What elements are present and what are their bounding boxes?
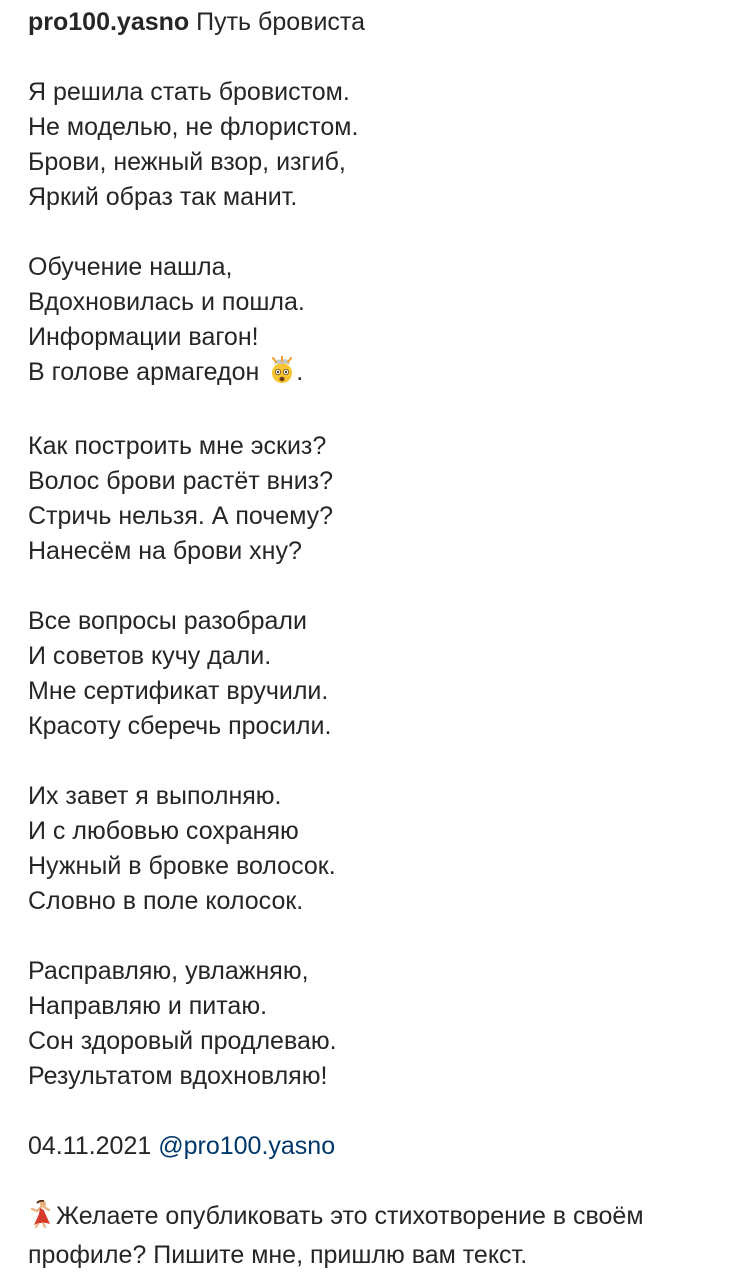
- username-link[interactable]: pro100.yasno: [28, 8, 190, 36]
- poem-line: И с любовью сохраняю: [28, 817, 299, 845]
- mention-link[interactable]: @pro100.yasno: [158, 1132, 336, 1160]
- post-caption: [28, 5, 728, 1273]
- post-meta: [28, 1129, 728, 1164]
- poem-line: Результатом вдохновляю!: [28, 1062, 328, 1090]
- post-date: 04.11.2021: [28, 1132, 152, 1160]
- poem-line: Мне сертификат вручили.: [28, 677, 329, 705]
- cta-text: Желаете опубликовать это стихотворение в своём профиле? Пишите мне, пришлю вам текст.: [28, 1202, 644, 1269]
- stanza-2: [28, 250, 728, 394]
- poem-line: Вдохновилась и пошла.: [28, 288, 305, 316]
- poem-line: Все вопросы разобрали: [28, 607, 307, 635]
- poem-line: Обучение нашла,: [28, 253, 233, 281]
- poem-line: И советов кучу дали.: [28, 642, 272, 670]
- poem-line: Сон здоровый продлеваю.: [28, 1027, 337, 1055]
- poem-line: Волос брови растёт вниз?: [28, 467, 334, 495]
- poem-line: Нужный в бровке волосок.: [28, 852, 336, 880]
- stanza-4: [28, 604, 728, 744]
- poem-line: Расправляю, увлажняю,: [28, 957, 309, 985]
- stanza-1: [28, 75, 728, 215]
- dancer-emoji-icon: [28, 1200, 54, 1238]
- poem-line-suffix: .: [296, 358, 304, 386]
- poem-line: Нанесём на брови хну?: [28, 537, 302, 565]
- poem-line: Брови, нежный взор, изгиб,: [28, 148, 346, 176]
- caption-header: [28, 5, 728, 40]
- poem-line: Словно в поле колосок.: [28, 887, 304, 915]
- call-to-action: [28, 1199, 708, 1273]
- poem-line: Я решила стать бровистом.: [28, 78, 350, 106]
- stanza-3: [28, 429, 728, 569]
- stanza-6: [28, 954, 728, 1094]
- poem-line: Стричь нельзя. А почему?: [28, 502, 334, 530]
- poem-line: Как построить мне эскиз?: [28, 432, 327, 460]
- poem-line: Направляю и питаю.: [28, 992, 268, 1020]
- stanza-5: [28, 779, 728, 919]
- poem-line: Красоту сберечь просили.: [28, 712, 332, 740]
- exploding-head-emoji-icon: [268, 356, 296, 394]
- poem-line: Их завет я выполняю.: [28, 782, 282, 810]
- poem-line: Не моделью, не флористом.: [28, 113, 359, 141]
- poem-line-text: В голове армагедон: [28, 358, 260, 386]
- poem-line-with-emoji: [28, 355, 728, 394]
- poem-title: Путь бровиста: [196, 8, 365, 36]
- poem-line: Информации вагон!: [28, 323, 259, 351]
- poem-line: Яркий образ так манит.: [28, 183, 298, 211]
